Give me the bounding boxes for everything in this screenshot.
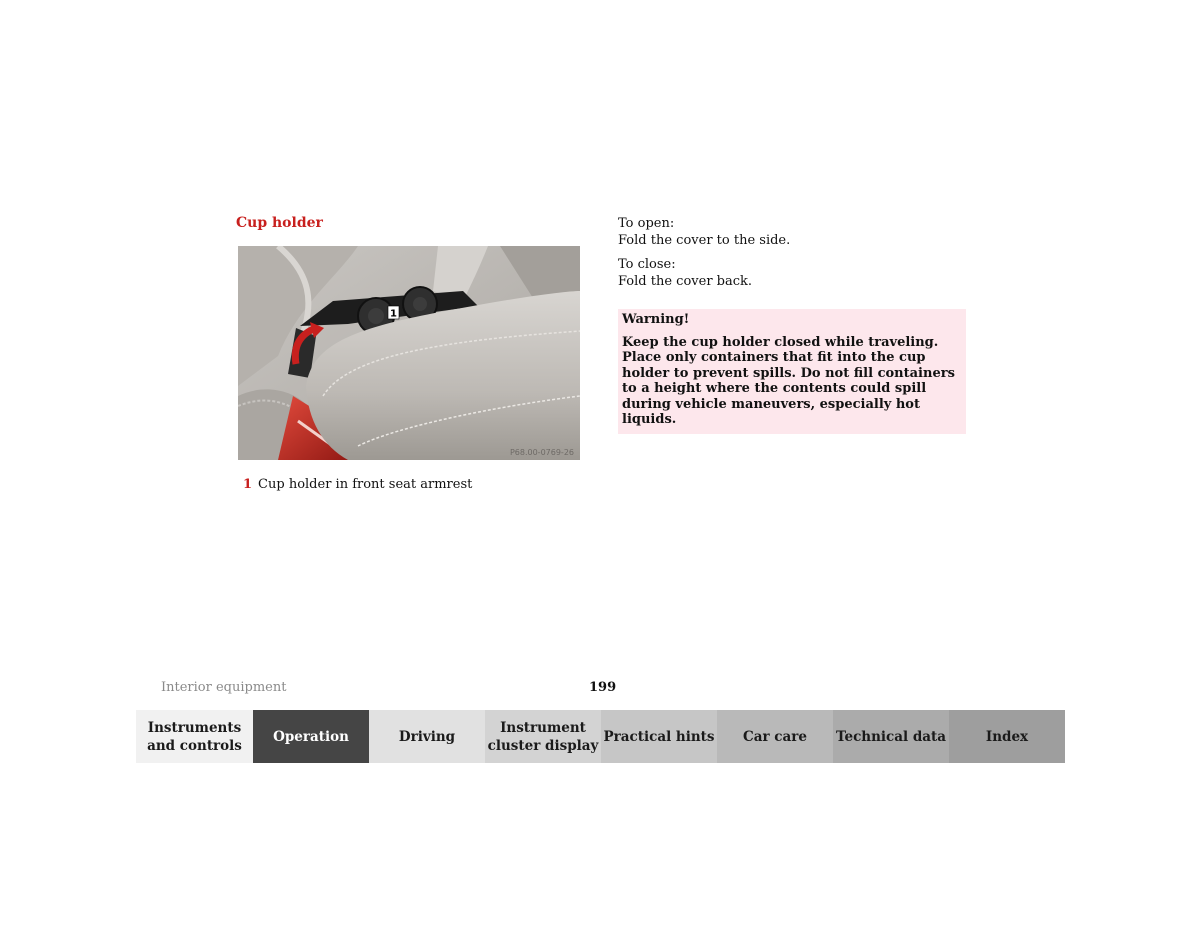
- figure-callout-1: 1: [390, 308, 397, 320]
- tab-operation[interactable]: Operation: [253, 710, 369, 763]
- open-label: To open:: [618, 216, 675, 231]
- open-text: Fold the cover to the side.: [618, 232, 791, 248]
- section-title: Cup holder: [236, 215, 323, 231]
- tab-driving[interactable]: Driving: [369, 710, 485, 763]
- tab-practical-hints[interactable]: Practical hints: [601, 710, 717, 763]
- tab-technical-data[interactable]: Technical data: [833, 710, 949, 763]
- page-number: 199: [589, 680, 617, 695]
- close-instruction: [618, 257, 966, 290]
- instructions: [618, 216, 966, 298]
- footer-section-label: Interior equipment: [161, 680, 287, 695]
- warning-text: Keep the cup holder closed while traveling. Place only containers that fit into the cup holder to prevent spills. Do not fill containers to a height where the contents could spill during vehicle maneuvers, especially hot liquids.: [622, 334, 955, 427]
- figure-code: P68.00-0769-26: [509, 448, 574, 457]
- chapter-navigation: [136, 710, 1065, 763]
- close-label: To close:: [618, 257, 676, 272]
- close-text: Fold the cover back.: [618, 273, 753, 289]
- open-instruction: [618, 216, 966, 249]
- tab-instrument-cluster-display[interactable]: Instrument cluster display: [485, 710, 601, 763]
- cup-holder-illustration: [238, 246, 580, 460]
- caption-text: Cup holder in front seat armrest: [258, 477, 473, 492]
- warning-box: [618, 309, 966, 434]
- figure-caption: [243, 477, 472, 492]
- tab-car-care[interactable]: Car care: [717, 710, 833, 763]
- tab-instruments-and-controls[interactable]: Instruments and controls: [136, 710, 253, 763]
- tab-index[interactable]: Index: [949, 710, 1065, 763]
- caption-number: 1: [243, 477, 253, 492]
- warning-title: Warning!: [622, 312, 690, 327]
